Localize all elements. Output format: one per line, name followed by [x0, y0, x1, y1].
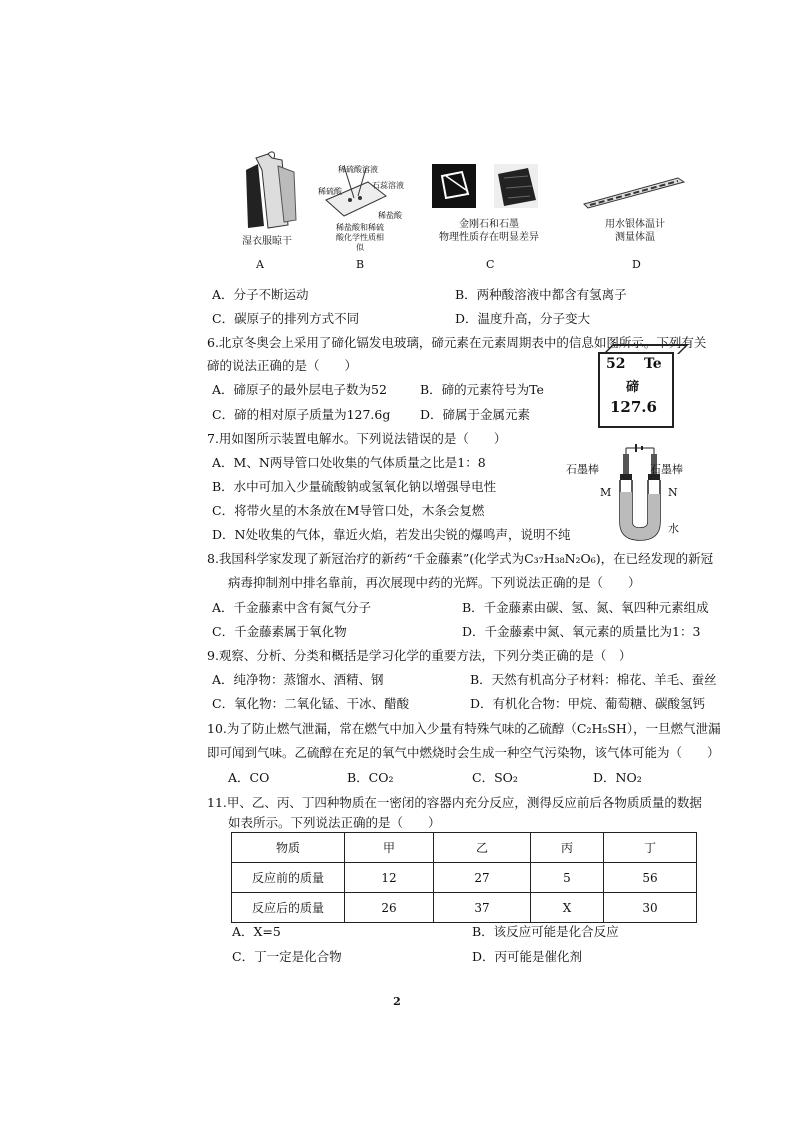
figure-letter-c: C	[486, 258, 495, 271]
table-cell: 27	[434, 863, 531, 893]
table-header-cell: 乙	[434, 833, 531, 863]
table-cell: 反应后的质量	[232, 893, 345, 923]
table-cell: 反应前的质量	[232, 863, 345, 893]
q9-stem: 9.观察、分析、分类和概括是学习化学的重要方法，下列分类正确的是（ ）	[207, 648, 632, 663]
figure-b-label-3: 稀硫酸	[318, 187, 342, 196]
figure-a-caption: 湿衣服晾干	[242, 236, 292, 247]
q9-option-b: B．天然有机高分子材料：棉花、羊毛、蚕丝	[470, 672, 717, 687]
element-name: 碲	[626, 380, 640, 395]
q6-option-c: C．碲的相对原子质量为127.6g	[212, 407, 391, 422]
figure-letter-a: A	[256, 258, 264, 271]
table-header-row	[232, 833, 697, 863]
diamond-graphite-figure	[432, 162, 542, 212]
q8-option-a: A．千金藤素中含有氮气分子	[212, 600, 372, 615]
wet-clothes-figure	[238, 150, 300, 230]
table-cell: X	[531, 893, 604, 923]
table-row	[232, 863, 697, 893]
q7-option-c: C．将带火星的木条放在M导管口处，木条会复燃	[212, 503, 485, 518]
q10-option-d: D．NO₂	[593, 770, 642, 785]
table-header-cell: 甲	[345, 833, 434, 863]
q6-stem-line2: 碲的说法正确的是（ ）	[207, 358, 358, 373]
apparatus-m-label: M	[600, 486, 612, 499]
figure-letter-d: D	[632, 258, 641, 271]
element-symbol: Te	[644, 356, 662, 372]
apparatus-right-label: 石墨棒	[650, 463, 683, 476]
q5-option-b: B．两种酸溶液中都含有氢离子	[455, 287, 627, 302]
q6-option-d: D．碲属于金属元素	[420, 407, 531, 422]
table-cell: 37	[434, 893, 531, 923]
figure-letter-b: B	[356, 258, 365, 271]
q5-option-d: D．温度升高，分子变大	[455, 311, 591, 326]
thermometer-figure	[580, 170, 690, 210]
table-cell: 30	[604, 893, 697, 923]
q9-option-c: C．氧化物：二氧化锰、干冰、醋酸	[212, 696, 410, 711]
q10-option-c: C．SO₂	[472, 770, 518, 785]
q8-stem-line1: 8.我国科学家发现了新冠治疗的新药“千金藤素”(化学式为C₃₇H₃₈N₂O₆)，在已经发现的新冠	[207, 551, 714, 566]
q11-option-a: A．X=5	[232, 924, 281, 939]
page-number: 2	[393, 995, 401, 1008]
apparatus-left-label: 石墨棒	[566, 463, 599, 476]
figure-b-label-4: 稀盐酸	[378, 211, 402, 220]
table-cell: 26	[345, 893, 434, 923]
figure-b-label-1: 稀硫酸溶液	[338, 165, 378, 174]
q6-option-b: B．碲的元素符号为Te	[420, 382, 544, 397]
table-header-cell: 丙	[531, 833, 604, 863]
figure-b-label-2: 石蕊溶液	[372, 181, 404, 190]
q7-option-a: A．M、N两导管口处收集的气体质量之比是1：8	[212, 455, 486, 470]
q10-option-a: A．CO	[228, 770, 270, 785]
q9-option-d: D．有机化合物：甲烷、葡萄糖、碳酸氢钙	[470, 696, 706, 711]
q8-stem-line2: 病毒抑制剂中排名靠前，再次展现中药的光辉。下列说法正确的是（ ）	[228, 575, 641, 590]
q5-option-a: A．分子不断运动	[212, 287, 309, 302]
figure-b-caption: 稀盐酸和稀硫酸化学性质相似	[336, 223, 384, 252]
q8-option-d: D．千金藤素中氮、氧元素的质量比为1：3	[462, 624, 701, 639]
q10-stem-line1: 10.为了防止燃气泄漏，常在燃气中加入少量有特殊气味的乙硫醇（C₂H₅SH），一旦燃气泄漏	[207, 721, 721, 736]
figure-d-caption-2: 测量体温	[615, 232, 655, 243]
table-header-cell: 丁	[604, 833, 697, 863]
apparatus-n-label: N	[668, 486, 678, 499]
apparatus-water-label: 水	[668, 522, 679, 535]
q11-option-d: D．丙可能是催化剂	[472, 949, 583, 964]
table-header-cell: 物质	[232, 833, 345, 863]
q9-option-a: A．纯净物：蒸馏水、酒精、钢	[212, 672, 384, 687]
q7-option-b: B．水中可加入少量硫酸钠或氢氧化钠以增强导电性	[212, 479, 497, 494]
q8-option-b: B．千金藤素由碳、氢、氮、氧四种元素组成	[462, 600, 709, 615]
mass-data-table	[231, 832, 697, 923]
figure-c-caption-2: 物理性质存在明显差异	[439, 232, 539, 243]
q11-option-b: B．该反应可能是化合反应	[472, 924, 619, 939]
table-cell: 56	[604, 863, 697, 893]
q8-option-c: C．千金藤素属于氧化物	[212, 624, 347, 639]
table-cell: 5	[531, 863, 604, 893]
q7-stem: 7.用如图所示装置电解水。下列说法错误的是（ ）	[207, 431, 507, 446]
element-mass: 127.6	[610, 398, 657, 416]
figure-c-caption-1: 金刚石和石墨	[459, 219, 519, 230]
table-cell: 12	[345, 863, 434, 893]
q11-option-c: C．丁一定是化合物	[232, 949, 342, 964]
q11-stem-line1: 11.甲、乙、丙、丁四种物质在一密闭的容器内充分反应，测得反应前后各物质质量的数据	[207, 795, 702, 810]
q6-stem-line1: 6.北京冬奥会上采用了碲化镉发电玻璃，碲元素在元素周期表中的信息如图所示。下列有关	[207, 335, 707, 350]
q10-stem-line2: 即可闻到气味。乙硫醇在充足的氧气中燃烧时会生成一种空气污染物，该气体可能为（ ）	[207, 745, 720, 760]
element-number: 52	[606, 356, 626, 372]
q6-option-a: A．碲原子的最外层电子数为52	[212, 382, 387, 397]
q5-option-c: C．碳原子的排列方式不同	[212, 311, 360, 326]
element-cell	[598, 352, 674, 428]
q7-option-d: D．N处收集的气体，靠近火焰，若发出尖锐的爆鸣声，说明不纯	[212, 527, 571, 542]
figure-d-caption-1: 用水银体温计	[605, 219, 665, 230]
table-row	[232, 893, 697, 923]
q10-option-b: B．CO₂	[347, 770, 394, 785]
q11-stem-line2: 如表所示。下列说法正确的是（ ）	[228, 815, 441, 830]
